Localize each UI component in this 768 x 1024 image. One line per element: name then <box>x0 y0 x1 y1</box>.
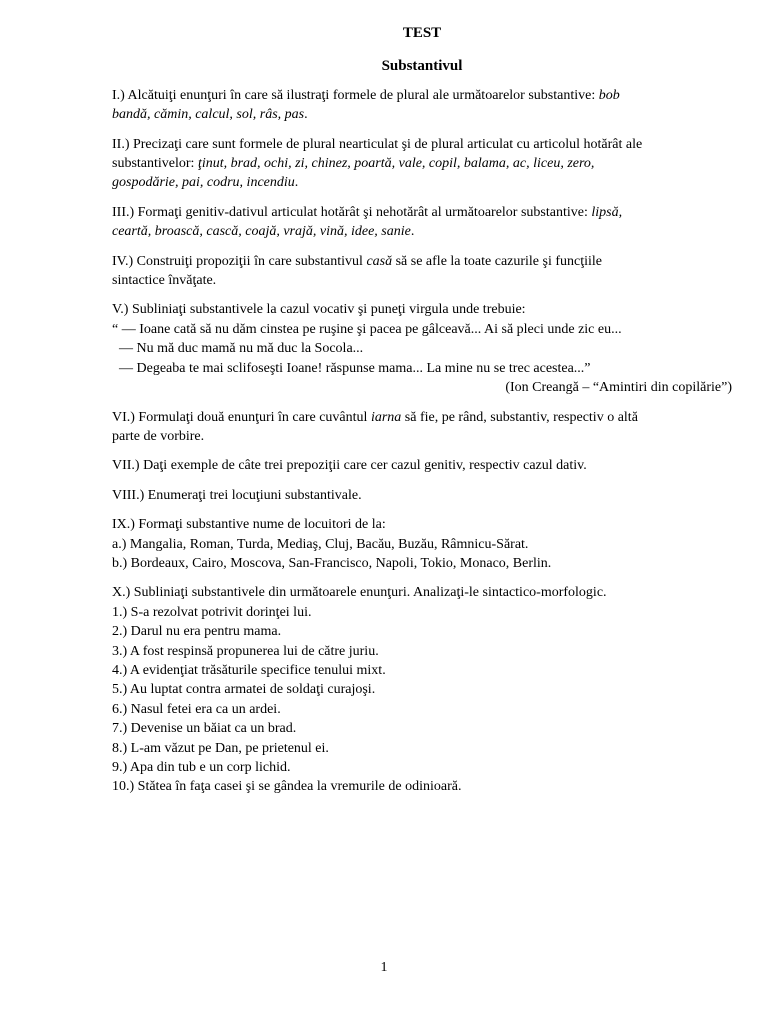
question-4 <box>112 252 732 291</box>
quote-citation: (Ion Creangă – “Amintiri din copilărie”) <box>505 380 732 396</box>
question-9-text: IX.) Formaţi substantive nume de locuitori de la: <box>112 517 386 533</box>
question-10-text: X.) Subliniaţi substantivele din următoarele enunţuri. Analizaţi-le sintactico-morfologic. <box>112 585 607 601</box>
question-2 <box>112 135 732 193</box>
question-9 <box>112 515 732 573</box>
quote-line: — Degeaba te mai sclifoseşti Ioane! răspunse mama... La mine nu se trec acestea...” <box>112 360 591 376</box>
list-item: 10.) Stătea în faţa casei şi se gândea la vremurile de odinioară. <box>112 779 462 795</box>
question-5 <box>112 300 732 397</box>
question-2-words-cont: gospodărie, pai, codru, incendiu. <box>112 175 299 191</box>
list-item: 5.) Au luptat contra armatei de soldaţi curajoşi. <box>112 682 376 698</box>
list-item: 2.) Darul nu era pentru mama. <box>112 624 282 640</box>
page-number: 1 <box>380 960 388 975</box>
list-item: 4.) A evidenţiat trăsăturile specifice tenului mixt. <box>112 662 386 678</box>
question-8 <box>112 486 732 505</box>
question-7 <box>112 456 732 475</box>
question-3-text: III.) Formaţi genitiv-dativul articulat hotărât şi nehotărât al următoarelor substantive: lipsă, <box>112 204 623 220</box>
list-item: 3.) A fost respinsă propunerea lui de către juriu. <box>112 643 379 659</box>
quote-line: — Nu mă duc mamă nu mă duc la Socola... <box>112 341 364 357</box>
question-1-text: I.) Alcătuiţi enunţuri în care să ilustraţi formele de plural ale următoarelor substantive: bob <box>112 87 620 103</box>
page-subtitle: Substantivul <box>381 58 463 75</box>
question-9-item-b: b.) Bordeaux, Cairo, Moscova, San-Francisco, Napoli, Tokio, Monaco, Berlin. <box>112 555 552 571</box>
question-7-text: VII.) Daţi exemple de câte trei prepoziţii care cer cazul genitiv, respectiv cazul dativ. <box>112 458 587 474</box>
question-2-words: substantivelor: ţinut, brad, ochi, zi, chinez, poartă, vale, copil, balama, ac, liceu, zero, <box>112 156 595 172</box>
document-page <box>112 24 732 797</box>
question-2-text: II.) Precizaţi care sunt formele de plural nearticulat şi de plural articulat cu articolul hotărât ale <box>112 136 643 152</box>
question-1 <box>112 86 732 125</box>
question-8-text: VIII.) Enumeraţi trei locuţiuni substantivale. <box>112 487 362 503</box>
question-6-text-cont: parte de vorbire. <box>112 428 205 444</box>
question-9-item-a: a.) Mangalia, Roman, Turda, Mediaş, Cluj, Bacău, Buzău, Râmnicu-Sărat. <box>112 536 529 552</box>
question-4-text: IV.) Construiţi propoziţii în care substantivul casă să se afle la toate cazurile şi funcţiile <box>112 253 603 269</box>
question-6 <box>112 408 732 447</box>
question-4-text-cont: sintactice învăţate. <box>112 273 217 289</box>
list-item: 8.) L-am văzut pe Dan, pe prietenul ei. <box>112 740 329 756</box>
list-item: 9.) Apa din tub e un corp lichid. <box>112 760 291 775</box>
question-6-text: VI.) Formulaţi două enunţuri în care cuvântul iarna să fie, pe rând, substantiv, respectiv o altă <box>112 409 638 425</box>
question-10 <box>112 583 732 796</box>
list-item: 7.) Devenise un băiat ca un brad. <box>112 721 297 737</box>
page-title: TEST <box>402 25 442 41</box>
list-item: 6.) Nasul fetei era ca un ardei. <box>112 701 281 717</box>
question-5-text: V.) Subliniaţi substantivele la cazul vocativ şi puneţi virgula unde trebuie: <box>112 302 526 318</box>
quote-line: “ — Ioane cată să nu dăm cinstea pe ruşine şi pacea pe gâlceavă... Ai să pleci unde zic eu... <box>112 321 622 337</box>
question-3 <box>112 203 732 242</box>
question-3-words: ceartă, broască, cască, coajă, vrajă, vină, idee, sanie. <box>112 224 415 240</box>
list-item: 1.) S-a rezolvat potrivit dorinţei lui. <box>112 604 312 620</box>
question-1-words: bandă, cămin, calcul, sol, râs, pas. <box>112 107 308 123</box>
